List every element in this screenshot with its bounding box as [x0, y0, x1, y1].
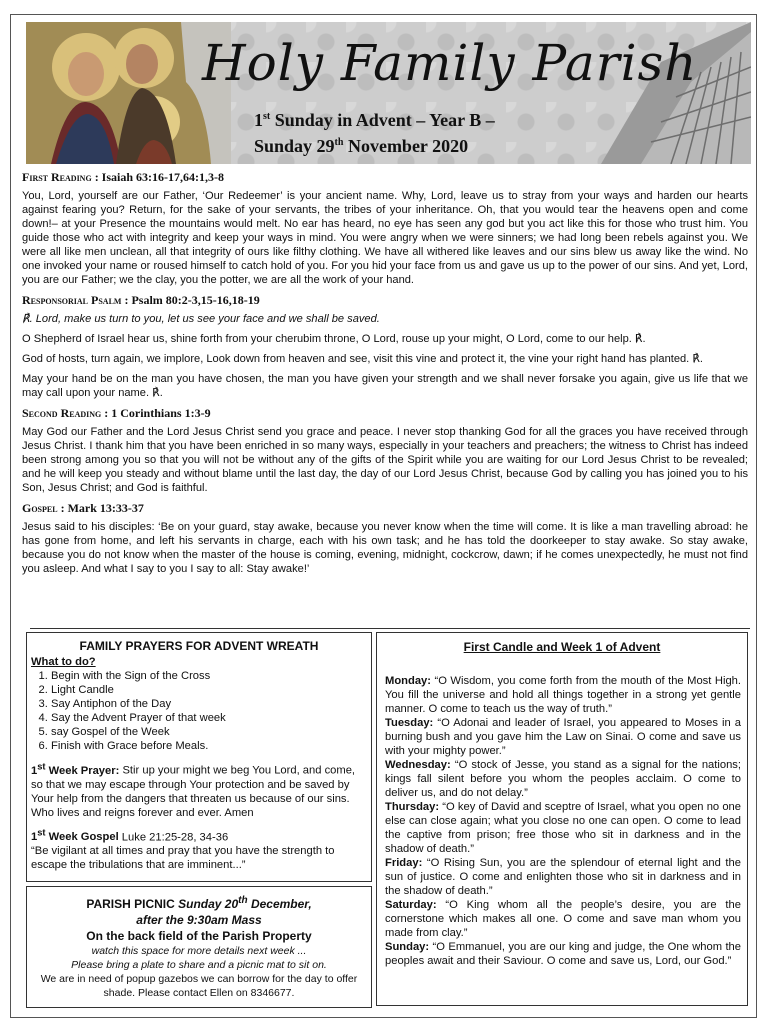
picnic-bring-note: Please bring a plate to share and a picnic mat to sit on. — [71, 959, 327, 971]
week-prayer-label: 1st Week Prayer: — [31, 761, 120, 777]
psalm-response: ℟. Lord, make us turn to you, let us see your face and we shall be saved. — [22, 313, 380, 325]
week-gospel: 1st Week Gospel Luke 21:25-28, 34-36 “Be vigilant at all times and pray that you have the strength to escape the tribulations that are imminent...” — [31, 827, 335, 872]
antiphon-saturday: Saturday: “O King whom all the people’s desire, you are the cornerstone which makes all one. O come and save man whom you made from clay.” — [385, 899, 741, 939]
second-reading-text: May God our Father and the Lord Jesus Christ send you grace and peace. I never stop thanking God for all the graces you have received through Jesus Christ. I thank him that you have been enriched in so many ways, especially in your teachers and preachers; the witness to Christ has indeed been strong among you so that you will not be without any of the gifts of the Spirit while you are waiting for our Lord Jesus Christ to be revealed; and he will keep you steady and without blame until the last day, the day of our Lord Jesus Christ, because God by calling you has joined you to his Son, Jesus Christ; and God is faithful. — [22, 426, 748, 494]
wreath-steps-list — [31, 669, 365, 753]
advent-wreath-box — [26, 632, 372, 882]
picnic-time: after the 9:30am Mass — [136, 913, 262, 927]
antiphon-wednesday: Wednesday: “O stock of Jesse, you stand as a signal for the nations; kings fall silent before you whom the peoples acclaim. O come to deliver us, and do not delay.” — [385, 759, 741, 799]
psalm-verse: God of hosts, turn again, we implore, Look down from heaven and see, visit this vine and protect it, the vine your right hand has planted. ℟. — [22, 353, 703, 365]
picnic-note: watch this space for more details next week ... — [91, 945, 307, 957]
first-reading-heading: First Reading : Isaiah 63:16-17,64:1,3-8 — [22, 170, 225, 184]
first-candle-title: First Candle and Week 1 of Advent — [463, 640, 661, 654]
antiphon-monday: Monday: “O Wisdom, you come forth from the mouth of the Most High. You fill the universe and hold all things together in a strong yet gentle manner. O come to teach us the way of truth.” — [385, 675, 741, 715]
first-reading-text: You, Lord, yourself are our Father, ‘Our Redeemer’ is your ancient name. Why, Lord, leave us to stray from your ways and harden our hearts against fearing you? Return, for the sake of your servants, the tribes of your inheritance. Oh, that you would tear the heavens open and come down!– at your Presence the mountains would melt. No ear has heard, no eye has seen any god but you act like this for those who trust him. You guide those who act with integrity and keep your ways in mind. You were angry when we were sinners; we had long been rebels against you. We were all like men unclean, all that integrity of ours like filthy clothing. We have all withered like leaves and our sins blew us away like the wind. No one invoked your name or roused himself to catch hold of you. For you hid your face from us and gave us up to the power of our sins. And yet, Lord, you are our Father; we the clay, you the potter, we are all the work of your hand. — [22, 190, 748, 286]
antiphon-friday: Friday: “O Rising Sun, you are the splendour of eternal light and the sun of justice. O come and enlighten those who sit in darkness and in the shadow of death.” — [385, 857, 741, 897]
psalm-verse: O Shepherd of Israel hear us, shine forth from your cherubim throne, O Lord, rouse up your might, O Lord, come to our help. ℟. — [22, 333, 646, 345]
psalm-heading: Responsorial Psalm : Psalm 80:2-3,15-16,18-19 — [22, 293, 260, 307]
section-divider — [30, 628, 750, 629]
header-banner — [26, 22, 751, 164]
week-prayer: 1st Week Prayer: Stir up your might we beg You Lord, and come, so that we may escape through Your protection and be saved by Your help from the dangers that threaten us because of our sins. Who lives and reigns forever and ever. Amen — [31, 761, 356, 819]
what-to-do-heading: What to do? — [31, 656, 96, 668]
first-candle-box — [376, 632, 748, 1006]
parish-name: Holy Family Parish — [202, 34, 698, 92]
wreath-title: FAMILY PRAYERS FOR ADVENT WREATH — [79, 639, 319, 653]
readings-section — [22, 166, 748, 582]
antiphon-thursday: Thursday: “O key of David and sceptre of Israel, what you open no one else can close again; what you close no one can open. O come to lead the captive from prison; free those who sit in darkness and in the shadow of death.” — [385, 801, 741, 855]
holy-family-icon-image — [26, 22, 231, 164]
picnic-heading: PARISH PICNIC Sunday 20th December, — [86, 895, 312, 911]
liturgical-day: 1st Sunday in Advent – Year B – — [254, 110, 495, 130]
picnic-location: On the back field of the Parish Property — [86, 929, 312, 943]
psalm-verse: May your hand be on the man you have chosen, the man you have given your strength and we shall never forsake you again, give us life that we may call upon your name. ℟. — [22, 373, 748, 399]
parish-picnic-box — [26, 886, 372, 1008]
gospel-heading: Gospel : Mark 13:33-37 — [22, 501, 144, 515]
list-item: 6. Finish with Grace before Meals. — [51, 739, 365, 753]
list-item: 4. Say the Advent Prayer of that week — [51, 711, 365, 725]
week-gospel-label: 1st Week Gospel — [31, 827, 119, 844]
antiphon-tuesday: Tuesday: “O Adonai and leader of Israel, you appeared to Moses in a burning bush and you gave him the Law on Sinai. O come and save us with your mighty power.” — [385, 717, 741, 757]
list-item: 5. say Gospel of the Week — [51, 725, 365, 739]
list-item: 3. Say Antiphon of the Day — [51, 697, 365, 711]
antiphon-sunday: Sunday: “O Emmanuel, you are our king and judge, the One whom the peoples await and their Saviour. O come and save us, Lord, our God.” — [385, 941, 741, 967]
bulletin-date: Sunday 29th November 2020 — [254, 136, 469, 156]
list-item: 1. Begin with the Sign of the Cross — [51, 669, 365, 683]
picnic-gazebo-note: We are in need of popup gazebos we can borrow for the day to offer shade. Please contact Ellen on 8346677. — [40, 973, 358, 999]
second-reading-heading: Second Reading : 1 Corinthians 1:3-9 — [22, 406, 211, 420]
gospel-text: Jesus said to his disciples: ‘Be on your guard, stay awake, because you never know when the time will come. It is like a man travelling abroad: he has gone from home, and left his servants in charge, each with his own task; and he has told the doorkeeper to stay awake. So stay awake, because you do not know when the master of the house is coming, evening, midnight, cockcrow, dawn; if he comes unexpectedly, he must not find you asleep. And what I say to you I say to all: Stay awake!’ — [22, 521, 748, 575]
list-item: 2. Light Candle — [51, 683, 365, 697]
